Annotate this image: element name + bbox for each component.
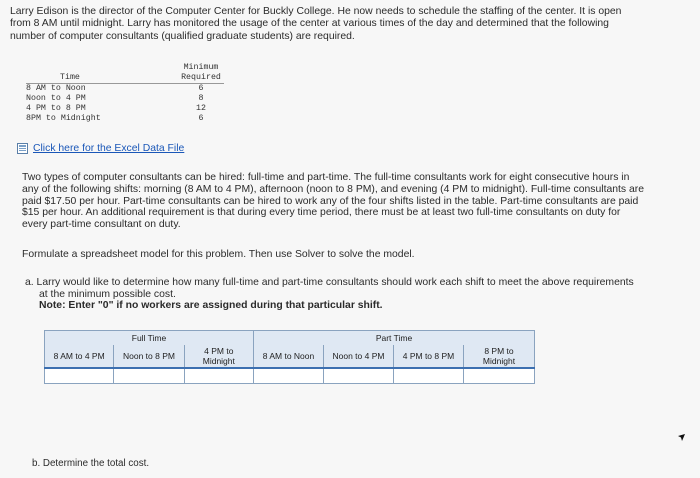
excel-file-icon: [17, 143, 29, 154]
question-a: [25, 277, 693, 312]
description-line: paid $17.50 per hour. Part-time consultants can be hired to work any of the four shifts listed in the table. Part-time consultants are paid: [22, 195, 639, 207]
requirements-table: [26, 63, 224, 124]
required-cell: 8: [198, 94, 204, 103]
intro-line: number of computer consultants (qualified graduate students) are required.: [10, 30, 355, 42]
ft-4pm-midnight-input[interactable]: [185, 369, 253, 383]
table-row: [26, 94, 224, 104]
intro-line: Larry Edison is the director of the Computer Center for Buckly College. He now needs to schedule the staffing of the center. It is open: [10, 6, 622, 17]
ft-8am-4pm-input[interactable]: [45, 369, 113, 383]
required-cell: 12: [196, 104, 206, 113]
time-cell: 4 PM to 8 PM: [26, 104, 86, 113]
time-cell: Noon to 4 PM: [26, 94, 86, 103]
question-b: b. Determine the total cost.: [32, 458, 150, 469]
intro-line: from 8 AM until midnight. Larry has monitored the usage of the center at various times of the day and determined that the following: [10, 18, 609, 30]
problem-intro: [10, 6, 696, 43]
part-time-header: Part Time: [254, 331, 535, 346]
pt-8pm-midnight-input[interactable]: [464, 369, 534, 383]
excel-data-link[interactable]: Click here for the Excel Data File: [33, 143, 185, 154]
table-row: [26, 84, 224, 95]
question-a-line: at the minimum possible cost.: [39, 288, 176, 300]
mouse-cursor-icon: [676, 433, 686, 443]
ft-col-header: Noon to 8 PM: [114, 345, 184, 368]
required-header-1: Minimum: [183, 63, 219, 72]
pt-col-header: [464, 345, 535, 368]
description-line: Two types of computer consultants can be hired: full-time and part-time. The full-time consultants work for eight consecutive hours in: [22, 172, 630, 183]
question-a-note: Note: Enter "0" if no workers are assigned during that particular shift.: [39, 300, 383, 311]
pt-4pm-8pm-input[interactable]: [394, 369, 463, 383]
shift-answer-table: [44, 330, 535, 384]
time-cell: 8PM to Midnight: [26, 114, 101, 123]
pt-col-header-line: 8 PM to: [484, 346, 514, 356]
full-time-header: Full Time: [45, 331, 254, 346]
ft-col-header-line: 4 PM to: [204, 346, 234, 356]
description-line: $15 per hour. An additional requirement is that during every time period, there must be at least two full-time consultants on duty for: [22, 207, 621, 219]
pt-col-header: 4 PM to 8 PM: [394, 345, 464, 368]
question-a-line: a. Larry would like to determine how many full-time and part-time consultants should work each shift to meet the above requirements: [25, 277, 634, 288]
description-line: any of the following shifts: morning (8 AM to 4 PM), afternoon (noon to 8 PM), and evening (4 PM to midnight). Full-time consultants are: [22, 183, 645, 195]
pt-noon-4pm-input[interactable]: [324, 369, 393, 383]
ft-col-header: 8 AM to 4 PM: [45, 345, 114, 368]
pt-col-header: Noon to 4 PM: [324, 345, 394, 368]
time-header: Time: [60, 73, 80, 82]
description-line: every part-time consultant on duty.: [22, 219, 181, 231]
required-cell: 6: [198, 84, 204, 93]
ft-col-header: [184, 345, 253, 368]
pt-8am-noon-input[interactable]: [254, 369, 323, 383]
pt-col-header: 8 AM to Noon: [254, 345, 324, 368]
problem-description: [22, 172, 694, 231]
table-row: [26, 114, 224, 124]
required-cell: 6: [198, 114, 204, 123]
ft-noon-8pm-input[interactable]: [114, 369, 183, 383]
table-row: [26, 104, 224, 114]
excel-link-row[interactable]: [17, 143, 184, 154]
ft-col-header-line: Midnight: [202, 356, 235, 366]
time-cell: 8 AM to Noon: [26, 84, 86, 93]
solver-instruction: Formulate a spreadsheet model for this problem. Then use Solver to solve the model.: [22, 249, 415, 260]
pt-col-header-line: Midnight: [482, 356, 516, 366]
required-header-2: Required: [181, 73, 221, 82]
